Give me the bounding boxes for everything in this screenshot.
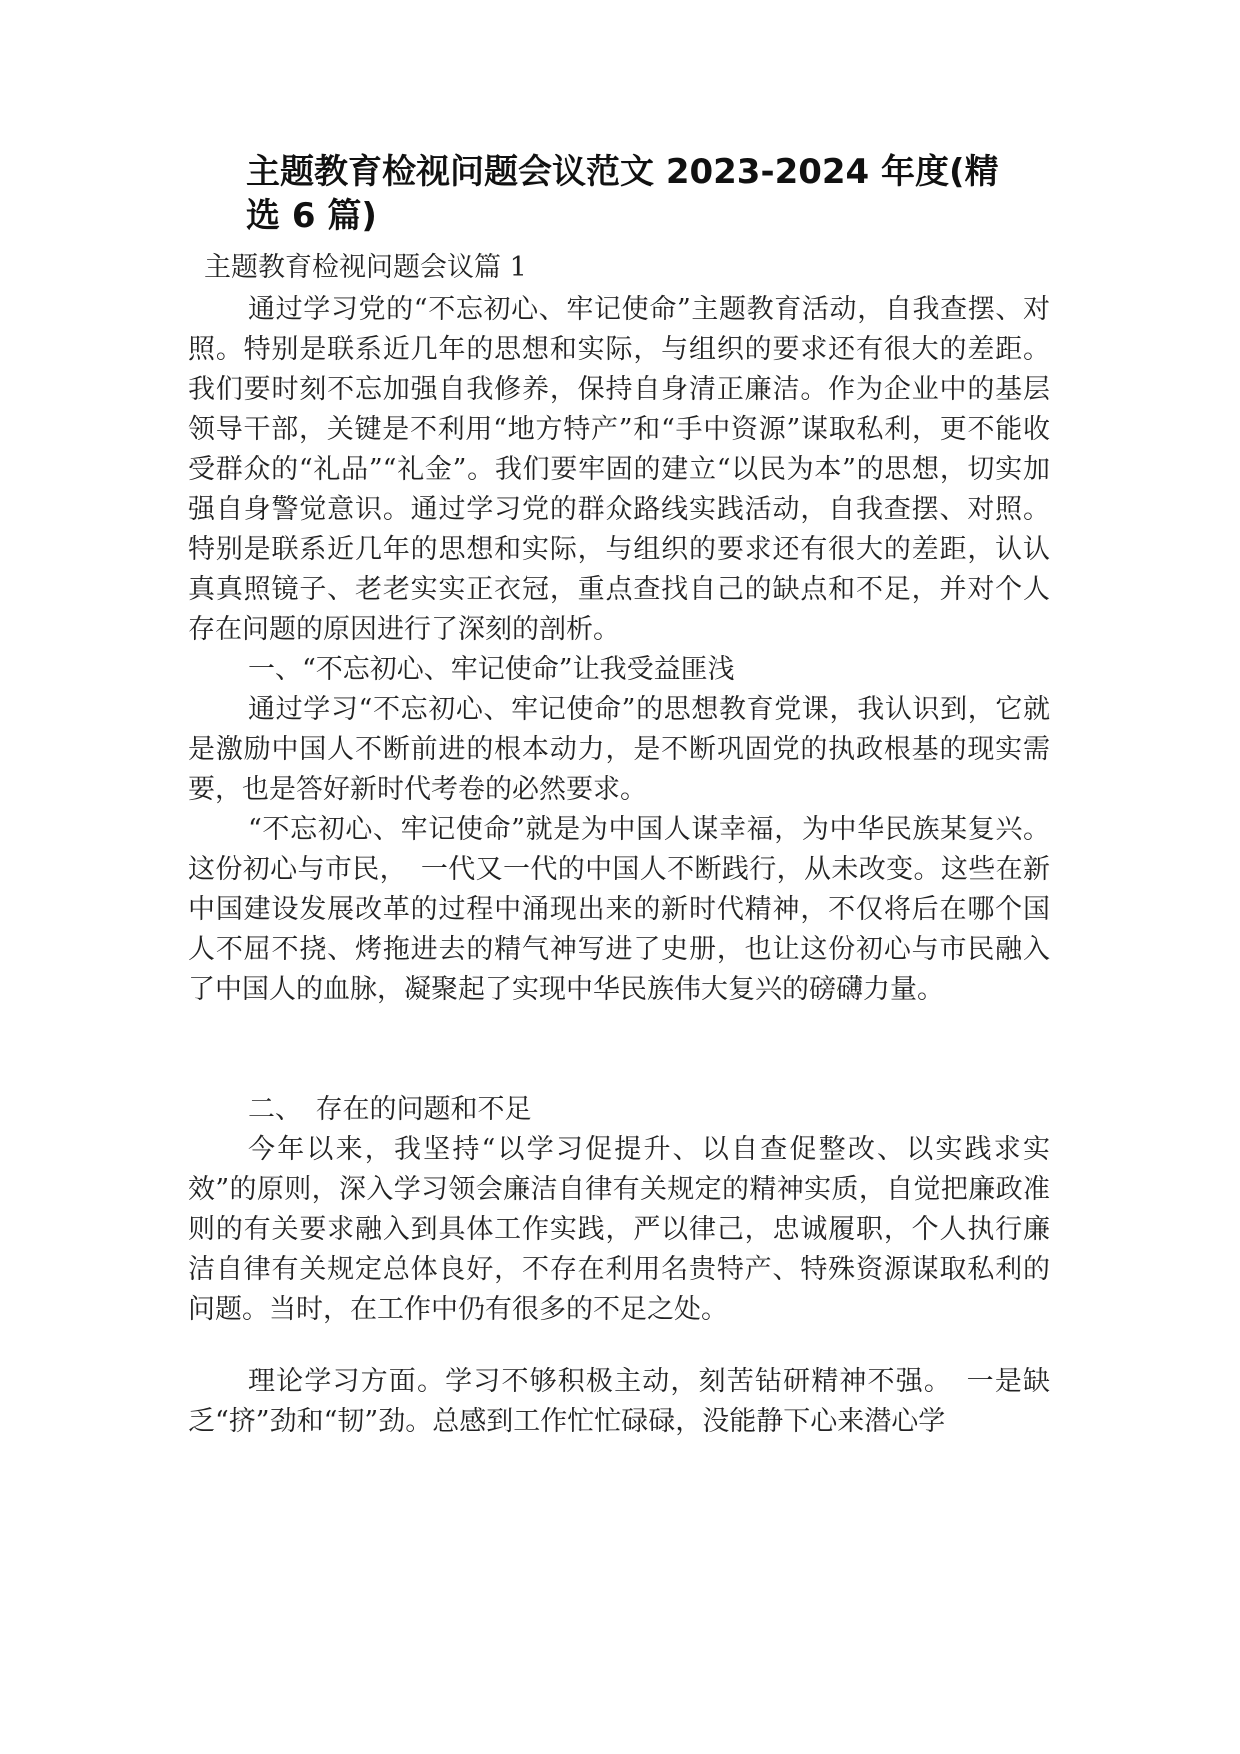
paragraph-section-1b: “不忘初心、牢记使命”就是为中国人谋幸福，为中华民族某复兴。这份初心与市民， 一代又一代的中国人不断践行，从未改变。这些在新中国建设发展改革的过程中涌现出来的新时代精神，不仅将后在哪个国人不屈不挠、烤拖进去的精气神写进了史册，也让这份初心与市民融入了中国人的血脉，凝聚起了实现中华民族伟大复兴的磅礴力量。 xyxy=(188,814,1050,1005)
paragraph-section-2a: 今年以来，我坚持“以学习促提升、以自查促整改、以实践求实效”的原则，深入学习领会廉洁自律有关规定的精神实质，自觉把廉政准则的有关要求融入到具体工作实践，严以律己，忠诚履职，个人执行廉洁自律有关规定总体良好，不存在利用名贵特产、特殊资源谋取私利的问题。当时，在工作中仍有很多的不足之处。 xyxy=(188,1134,1050,1325)
paragraph-section-2b: 理论学习方面。学习不够积极主动，刻苦钻研精神不强。 一是缺乏“挤”劲和“韧”劲。总感到工作忙忙碌碌，没能静下心来潜心学 xyxy=(188,1366,1050,1437)
document-title: 主题教育检视问题会议范文 2023-2024 年度(精选 6 篇) xyxy=(246,152,999,236)
paragraph-intro: 通过学习党的“不忘初心、牢记使命”主题教育活动，自我查摆、对照。特别是联系近几年的思想和实际，与组织的要求还有很大的差距。我们要时刻不忘加强自我修养，保持自身清正廉洁。作为企业中的基层领导干部，关键是不利用“地方特产”和“手中资源”谋取私利，更不能收受群众的“礼品”“礼金”。我们要牢固的建立“以民为本”的思想，切实加强自身警觉意识。通过学习党的群众路线实践活动，自我查摆、对照。特别是联系近几年的思想和实际，与组织的要求还有很大的差距，认认真真照镜子、老老实实正衣冠，重点查找自己的缺点和不足，并对个人存在问题的原因进行了深刻的剖析。 xyxy=(188,294,1050,645)
paragraph-section-1a: 通过学习“不忘初心、牢记使命”的思想教育党课，我认识到，它就是激励中国人不断前进的根本动力，是不断巩固党的执政根基的现实需要，也是答好新时代考卷的必然要求。 xyxy=(188,694,1050,805)
section-heading-2: 二、 存在的问题和不足 xyxy=(248,1094,532,1125)
section-heading-1: 一、“不忘初心、牢记使命”让我受益匪浅 xyxy=(248,654,735,685)
article-subheading: 主题教育检视问题会议篇 1 xyxy=(204,252,527,283)
